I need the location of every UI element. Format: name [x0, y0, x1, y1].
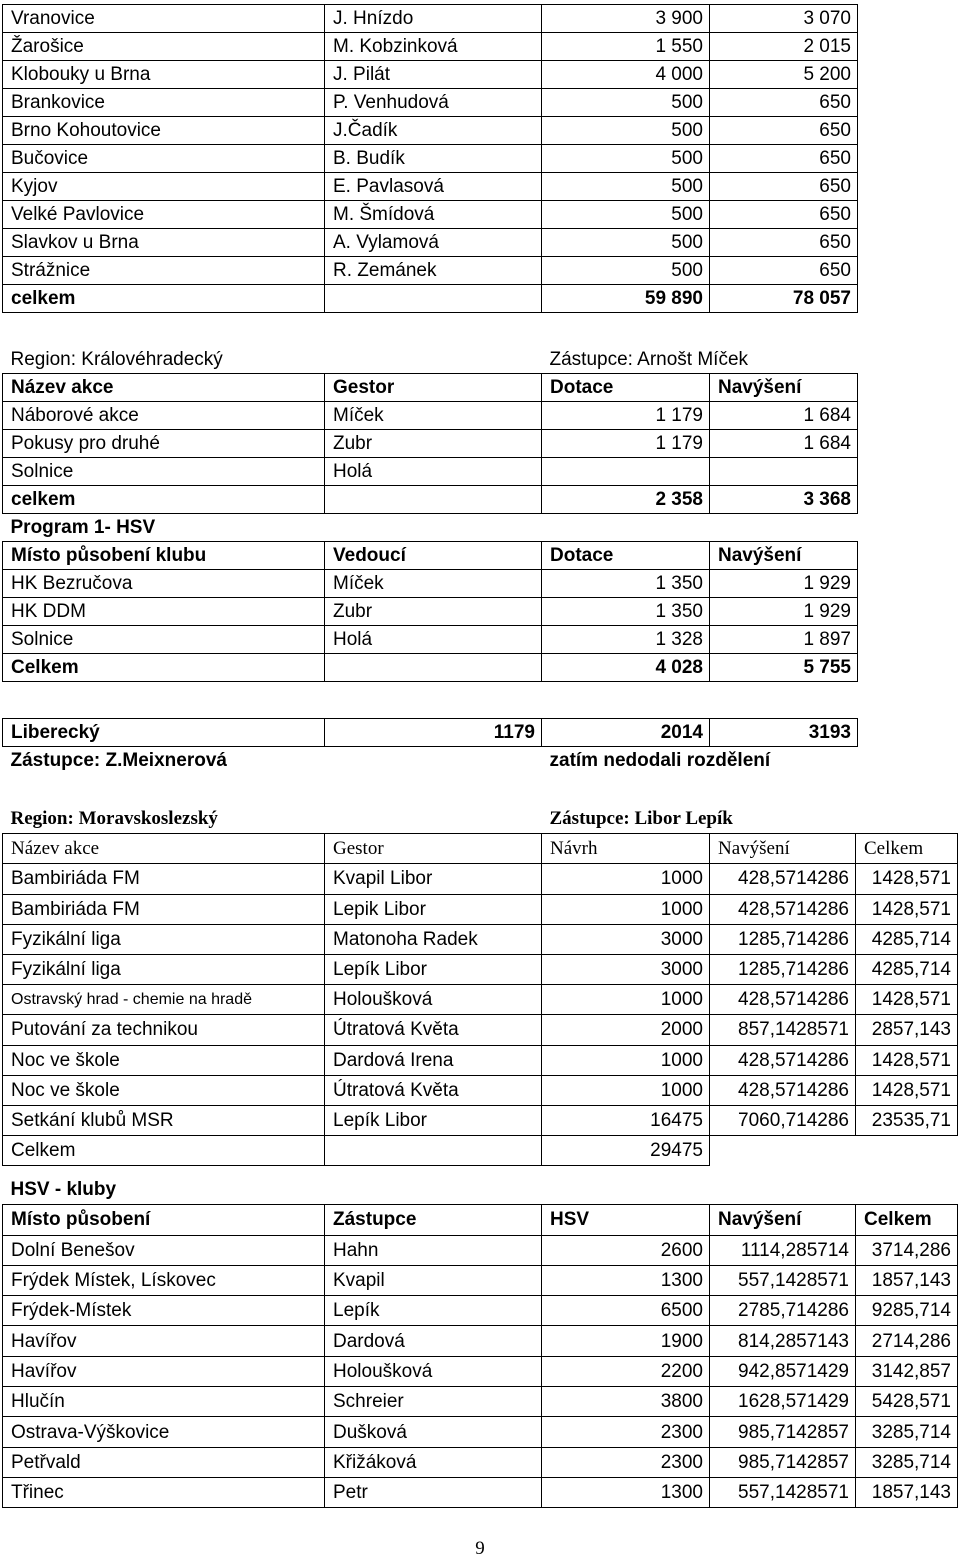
- action-name-cell: Fyzikální liga: [3, 954, 325, 984]
- table-row: [3, 1326, 958, 1356]
- table-row: [3, 430, 858, 458]
- total-navyseni: 5 755: [710, 654, 858, 682]
- zastupce-cell: Dardová: [325, 1326, 542, 1356]
- person-cell: E. Pavlasová: [325, 173, 542, 201]
- zastupce-cell: Kvapil: [325, 1265, 542, 1295]
- person-cell: M. Kobzinková: [325, 33, 542, 61]
- navyseni-cell: 985,7142857: [710, 1447, 856, 1477]
- liberecky-value-2: 2014: [542, 719, 710, 747]
- column-header: Místo působení: [3, 1205, 325, 1235]
- place-cell: Frýdek-Místek: [3, 1296, 325, 1326]
- hsv-cell: 2300: [542, 1447, 710, 1477]
- table-row: [3, 1447, 958, 1477]
- table-row: [3, 1356, 958, 1386]
- navyseni-cell: 1 929: [710, 598, 858, 626]
- navrh-cell: 1000: [542, 864, 710, 894]
- empty-cell: [325, 1175, 542, 1205]
- navyseni-cell: 2785,714286: [710, 1296, 856, 1326]
- celkem-cell: 3714,286: [856, 1235, 958, 1265]
- table-row: [3, 61, 858, 89]
- place-cell: Petřvald: [3, 1447, 325, 1477]
- column-header: Navýšení: [710, 374, 858, 402]
- hsv-cell: 1300: [542, 1477, 710, 1507]
- empty-cell: [325, 654, 542, 682]
- leader-cell: Holá: [325, 626, 542, 654]
- hsv-cell: 1300: [542, 1265, 710, 1295]
- dotace-cell: 500: [542, 229, 710, 257]
- hsv-cell: 2200: [542, 1356, 710, 1386]
- celkem-cell: 2714,286: [856, 1326, 958, 1356]
- zastupce-cell: Dušková: [325, 1417, 542, 1447]
- navyseni-cell: 650: [710, 117, 858, 145]
- gestor-cell: Míček: [325, 402, 542, 430]
- column-header: Návrh: [542, 834, 710, 864]
- table-row: [3, 1387, 958, 1417]
- action-name-cell: Ostravský hrad - chemie na hradě: [3, 985, 325, 1015]
- column-header: Dotace: [542, 542, 710, 570]
- zastupce-cell: Schreier: [325, 1387, 542, 1417]
- navyseni-cell: 650: [710, 173, 858, 201]
- column-header: HSV: [542, 1205, 710, 1235]
- column-header: Celkem: [856, 1205, 958, 1235]
- total-navyseni: 3 368: [710, 486, 858, 514]
- club-place-cell: HK DDM: [3, 598, 325, 626]
- hsv-title-row: [3, 1175, 958, 1205]
- table-row: [3, 864, 958, 894]
- table-row: [3, 985, 958, 1015]
- table-row: [3, 173, 858, 201]
- dotace-cell: 500: [542, 145, 710, 173]
- gestor-cell: Dardová Irena: [325, 1045, 542, 1075]
- zastupce-label: Zástupce: Libor Lepík: [549, 808, 733, 830]
- action-name-cell: Putování za technikou: [3, 1015, 325, 1045]
- navyseni-cell: 428,5714286: [710, 864, 856, 894]
- liberecky-label: Liberecký: [3, 719, 325, 747]
- table-row: [3, 1075, 958, 1105]
- navyseni-cell: 428,5714286: [710, 894, 856, 924]
- table-row: [3, 89, 858, 117]
- empty-cell: [856, 1175, 958, 1205]
- gestor-cell: Holoušková: [325, 985, 542, 1015]
- navyseni-cell: 7060,714286: [710, 1105, 856, 1135]
- total-label: celkem: [3, 285, 325, 313]
- total-dotace: 59 890: [542, 285, 710, 313]
- hsv-cell: 6500: [542, 1296, 710, 1326]
- gestor-cell: Holá: [325, 458, 542, 486]
- celkem-cell: 2857,143: [856, 1015, 958, 1045]
- action-name-cell: Noc ve škole: [3, 1075, 325, 1105]
- total-label: celkem: [3, 486, 325, 514]
- total-label: Celkem: [3, 1136, 325, 1166]
- header-row: [3, 542, 858, 570]
- top-funding-table: [2, 4, 858, 313]
- table-row: [3, 1105, 958, 1135]
- navyseni-cell: 1285,714286: [710, 924, 856, 954]
- navrh-cell: 1000: [542, 894, 710, 924]
- column-header: Název akce: [3, 834, 325, 864]
- navrh-cell: 1000: [542, 985, 710, 1015]
- navyseni-cell: 814,2857143: [710, 1326, 856, 1356]
- column-header: Zástupce: [325, 1205, 542, 1235]
- place-cell: Vranovice: [3, 5, 325, 33]
- program-title: Program 1- HSV: [10, 517, 156, 538]
- navyseni-cell: 557,1428571: [710, 1477, 856, 1507]
- navyseni-cell: 428,5714286: [710, 985, 856, 1015]
- celkem-cell: 5428,571: [856, 1387, 958, 1417]
- gestor-cell: Matonoha Radek: [325, 924, 542, 954]
- celkem-cell: 1428,571: [856, 985, 958, 1015]
- navrh-cell: 16475: [542, 1105, 710, 1135]
- column-header: Dotace: [542, 374, 710, 402]
- gestor-cell: Útratová Květa: [325, 1015, 542, 1045]
- navyseni-cell: 1285,714286: [710, 954, 856, 984]
- leader-cell: Míček: [325, 570, 542, 598]
- dotace-cell: 1 179: [542, 402, 710, 430]
- dotace-cell: 1 328: [542, 626, 710, 654]
- hsv-clubs-section: [2, 1175, 958, 1508]
- table-row: [3, 1477, 958, 1507]
- navyseni-cell: 1 684: [710, 430, 858, 458]
- celkem-cell: 3285,714: [856, 1447, 958, 1477]
- navyseni-cell: 650: [710, 257, 858, 285]
- column-header: Navýšení: [710, 1205, 856, 1235]
- dotace-cell: 1 350: [542, 598, 710, 626]
- navyseni-cell: 1 684: [710, 402, 858, 430]
- total-dotace: 2 358: [542, 486, 710, 514]
- column-header: Gestor: [325, 834, 542, 864]
- action-name-cell: Fyzikální liga: [3, 924, 325, 954]
- place-cell: Strážnice: [3, 257, 325, 285]
- liberecky-section: [2, 718, 858, 774]
- table-row: [3, 201, 858, 229]
- total-row: [3, 486, 858, 514]
- total-navyseni: 78 057: [710, 285, 858, 313]
- header-row: [3, 374, 858, 402]
- table-row: [3, 458, 858, 486]
- navyseni-cell: 650: [710, 201, 858, 229]
- place-cell: Žarošice: [3, 33, 325, 61]
- program-title-row: [3, 514, 858, 542]
- person-cell: A. Vylamová: [325, 229, 542, 257]
- table-row: [3, 229, 858, 257]
- dotace-cell: [542, 458, 710, 486]
- table-row: [3, 924, 958, 954]
- navrh-cell: 3000: [542, 954, 710, 984]
- navyseni-cell: 428,5714286: [710, 1045, 856, 1075]
- place-cell: Třinec: [3, 1477, 325, 1507]
- navyseni-cell: 1628,571429: [710, 1387, 856, 1417]
- empty-cell: [325, 514, 542, 542]
- total-navrh: 29475: [542, 1136, 710, 1166]
- place-cell: Havířov: [3, 1356, 325, 1386]
- place-cell: Bučovice: [3, 145, 325, 173]
- region-title: Region: Moravskoslezský: [10, 808, 218, 830]
- column-header: Navýšení: [710, 542, 858, 570]
- navyseni-cell: 1114,285714: [710, 1235, 856, 1265]
- table-row: [3, 1296, 958, 1326]
- navrh-cell: 1000: [542, 1075, 710, 1105]
- moravskoslezsky-section: [2, 804, 958, 1166]
- place-cell: Klobouky u Brna: [3, 61, 325, 89]
- zastupce-cell: Petr: [325, 1477, 542, 1507]
- action-name-cell: Pokusy pro druhé: [3, 430, 325, 458]
- navyseni-cell: 650: [710, 145, 858, 173]
- person-cell: R. Zemánek: [325, 257, 542, 285]
- celkem-cell: 1428,571: [856, 894, 958, 924]
- person-cell: B. Budík: [325, 145, 542, 173]
- place-cell: Brno Kohoutovice: [3, 117, 325, 145]
- table-row: [3, 1235, 958, 1265]
- celkem-cell: 1428,571: [856, 864, 958, 894]
- table-row: [3, 257, 858, 285]
- column-header: Gestor: [325, 374, 542, 402]
- place-cell: Havířov: [3, 1326, 325, 1356]
- total-label: Celkem: [3, 654, 325, 682]
- dotace-cell: 500: [542, 89, 710, 117]
- navyseni-cell: 2 015: [710, 33, 858, 61]
- navrh-cell: 1000: [542, 1045, 710, 1075]
- table-row: [3, 1045, 958, 1075]
- empty-cell: [710, 514, 858, 542]
- zastupce-label: Zástupce: Arnošt Míček: [549, 349, 749, 370]
- gestor-cell: Kvapil Libor: [325, 864, 542, 894]
- place-cell: Ostrava-Výškovice: [3, 1417, 325, 1447]
- person-cell: J. Hnízdo: [325, 5, 542, 33]
- navyseni-cell: 1 929: [710, 570, 858, 598]
- navyseni-cell: 650: [710, 89, 858, 117]
- column-header: Název akce: [3, 374, 325, 402]
- dotace-cell: 500: [542, 201, 710, 229]
- empty-cell: [542, 1175, 710, 1205]
- club-place-cell: Solnice: [3, 626, 325, 654]
- total-dotace: 4 028: [542, 654, 710, 682]
- navyseni-cell: 857,1428571: [710, 1015, 856, 1045]
- column-header: Navýšení: [710, 834, 856, 864]
- kralovehradecky-section: [2, 346, 858, 682]
- liberecky-zastupce: Zástupce: Z.Meixnerová: [10, 750, 227, 771]
- table-row: [3, 5, 858, 33]
- place-cell: Brankovice: [3, 89, 325, 117]
- place-cell: Slavkov u Brna: [3, 229, 325, 257]
- navrh-cell: 2000: [542, 1015, 710, 1045]
- column-header: Vedoucí: [325, 542, 542, 570]
- dotace-cell: 1 550: [542, 33, 710, 61]
- table-row: [3, 894, 958, 924]
- table-row: [3, 954, 958, 984]
- person-cell: M. Šmídová: [325, 201, 542, 229]
- empty-cell: [710, 1175, 856, 1205]
- empty-cell: [325, 285, 542, 313]
- table-row: [3, 1265, 958, 1295]
- header-row: [3, 1205, 958, 1235]
- dotace-cell: 500: [542, 173, 710, 201]
- table-row: [3, 1015, 958, 1045]
- gestor-cell: Lepik Libor: [325, 894, 542, 924]
- navyseni-cell: 650: [710, 229, 858, 257]
- zastupce-cell: Holoušková: [325, 1356, 542, 1386]
- header-row: [3, 834, 958, 864]
- action-name-cell: Bambiriáda FM: [3, 864, 325, 894]
- navyseni-cell: 428,5714286: [710, 1075, 856, 1105]
- empty-cell: [710, 1136, 856, 1166]
- celkem-cell: 23535,71: [856, 1105, 958, 1135]
- table-row: [3, 33, 858, 61]
- person-cell: J.Čadík: [325, 117, 542, 145]
- celkem-cell: 1428,571: [856, 1045, 958, 1075]
- empty-cell: [325, 486, 542, 514]
- gestor-cell: Útratová Květa: [325, 1075, 542, 1105]
- table-row: [3, 1417, 958, 1447]
- place-cell: Dolní Benešov: [3, 1235, 325, 1265]
- place-cell: Hlučín: [3, 1387, 325, 1417]
- action-name-cell: Bambiriáda FM: [3, 894, 325, 924]
- region-title: Region: Královéhradecký: [10, 349, 223, 370]
- place-cell: Frýdek Místek, Lískovec: [3, 1265, 325, 1295]
- gestor-cell: Zubr: [325, 430, 542, 458]
- dotace-cell: 4 000: [542, 61, 710, 89]
- leader-cell: Zubr: [325, 598, 542, 626]
- gestor-cell: Lepík Libor: [325, 1105, 542, 1135]
- empty-cell: [856, 1136, 958, 1166]
- liberecky-value-1: 1179: [325, 719, 542, 747]
- page-number: 9: [475, 1538, 485, 1559]
- table-row: [3, 598, 858, 626]
- hsv-title: HSV - kluby: [10, 1179, 117, 1201]
- zastupce-cell: Křižáková: [325, 1447, 542, 1477]
- navyseni-cell: [710, 458, 858, 486]
- place-cell: Kyjov: [3, 173, 325, 201]
- dotace-cell: 1 179: [542, 430, 710, 458]
- navyseni-cell: 3 070: [710, 5, 858, 33]
- navyseni-cell: 5 200: [710, 61, 858, 89]
- table-row: [3, 117, 858, 145]
- dotace-cell: 3 900: [542, 5, 710, 33]
- empty-cell: [542, 514, 710, 542]
- total-row: [3, 1136, 958, 1166]
- action-name-cell: Setkání klubů MSR: [3, 1105, 325, 1135]
- zastupce-cell: Lepík: [325, 1296, 542, 1326]
- total-row: [3, 654, 858, 682]
- navyseni-cell: 942,8571429: [710, 1356, 856, 1386]
- empty-cell: [325, 1136, 542, 1166]
- hsv-cell: 1900: [542, 1326, 710, 1356]
- navrh-cell: 3000: [542, 924, 710, 954]
- celkem-cell: 3285,714: [856, 1417, 958, 1447]
- place-cell: Velké Pavlovice: [3, 201, 325, 229]
- table-row: [3, 402, 858, 430]
- navyseni-cell: 1 897: [710, 626, 858, 654]
- action-name-cell: Solnice: [3, 458, 325, 486]
- person-cell: P. Venhudová: [325, 89, 542, 117]
- dotace-cell: 500: [542, 117, 710, 145]
- action-name-cell: Náborové akce: [3, 402, 325, 430]
- hsv-cell: 2600: [542, 1235, 710, 1265]
- liberecky-note: zatím nedodali rozdělení: [549, 750, 771, 771]
- total-row: [3, 285, 858, 313]
- celkem-cell: 9285,714: [856, 1296, 958, 1326]
- navyseni-cell: 557,1428571: [710, 1265, 856, 1295]
- hsv-cell: 2300: [542, 1417, 710, 1447]
- hsv-cell: 3800: [542, 1387, 710, 1417]
- action-name-cell: Noc ve škole: [3, 1045, 325, 1075]
- dotace-cell: 1 350: [542, 570, 710, 598]
- navyseni-cell: 985,7142857: [710, 1417, 856, 1447]
- table-row: [3, 570, 858, 598]
- zastupce-cell: Hahn: [325, 1235, 542, 1265]
- table-row: [3, 145, 858, 173]
- celkem-cell: 1857,143: [856, 1265, 958, 1295]
- celkem-cell: 3142,857: [856, 1356, 958, 1386]
- dotace-cell: 500: [542, 257, 710, 285]
- person-cell: J. Pilát: [325, 61, 542, 89]
- gestor-cell: Lepík Libor: [325, 954, 542, 984]
- celkem-cell: 1857,143: [856, 1477, 958, 1507]
- club-place-cell: HK Bezručova: [3, 570, 325, 598]
- liberecky-value-3: 3193: [710, 719, 858, 747]
- column-header: Celkem: [856, 834, 958, 864]
- celkem-cell: 4285,714: [856, 924, 958, 954]
- table-row: [3, 626, 858, 654]
- column-header: Místo působení klubu: [3, 542, 325, 570]
- celkem-cell: 4285,714: [856, 954, 958, 984]
- celkem-cell: 1428,571: [856, 1075, 958, 1105]
